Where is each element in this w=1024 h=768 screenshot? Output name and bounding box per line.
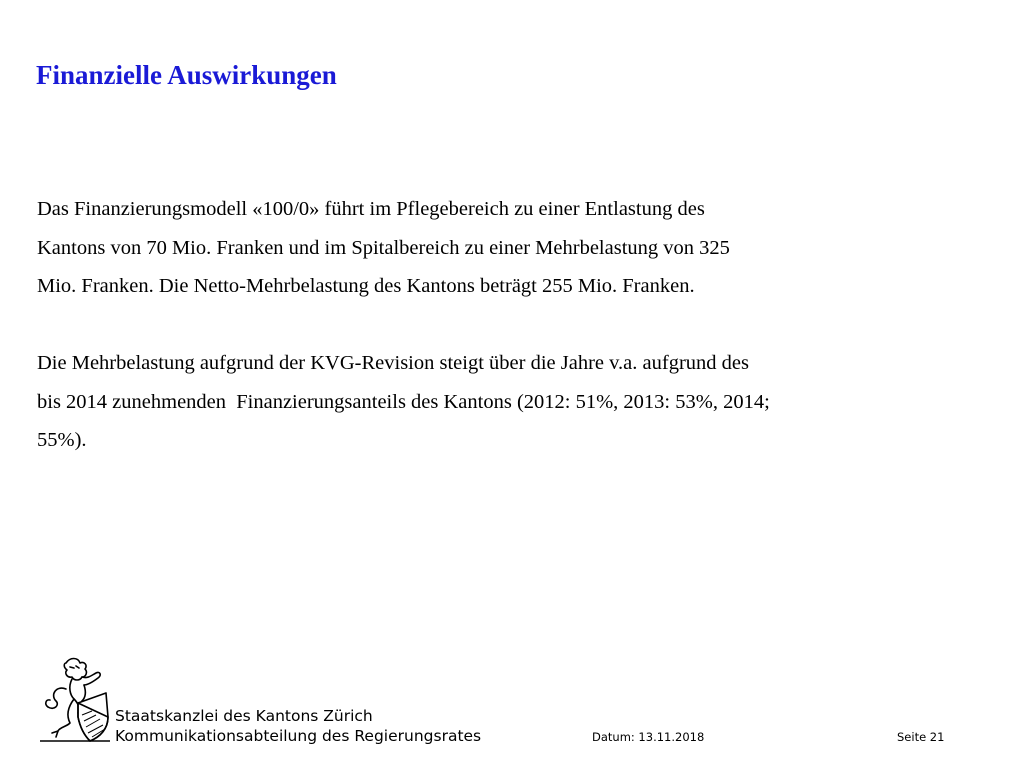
zurich-lion-coat-of-arms-icon [30, 655, 112, 745]
paragraph-2-line-2: bis 2014 zunehmenden Finanzierungsanteils des Kantons (2012: 51%, 2013: 53%, 2014; [37, 390, 770, 413]
paragraph-1-line-3: Mio. Franken. Die Netto-Mehrbelastung des Kantons beträgt 255 Mio. Franken. [37, 275, 695, 297]
paragraph-1-line-1: Das Finanzierungsmodell «100/0» führt im Pflegebereich zu einer Entlastung des [37, 198, 705, 220]
footer-org-line-1: Staatskanzlei des Kantons Zürich [115, 707, 373, 725]
slide-title: Finanzielle Auswirkungen [36, 60, 337, 90]
footer-date: Datum: 13.11.2018 [592, 730, 705, 744]
paragraph-1-line-2: Kantons von 70 Mio. Franken und im Spitalbereich zu einer Mehrbelastung von 325 [37, 236, 730, 259]
paragraph-2-line-1: Die Mehrbelastung aufgrund der KVG-Revision steigt über die Jahre v.a. aufgrund des [37, 352, 749, 374]
footer-organization [115, 706, 481, 746]
slide-body [37, 190, 987, 460]
paragraph-spacer [37, 306, 987, 345]
paragraph-2-line-3: 55%). [37, 429, 87, 451]
footer-page-number: Seite 21 [897, 730, 945, 744]
footer-org-line-2: Kommunikationsabteilung des Regierungsrates [115, 727, 482, 745]
